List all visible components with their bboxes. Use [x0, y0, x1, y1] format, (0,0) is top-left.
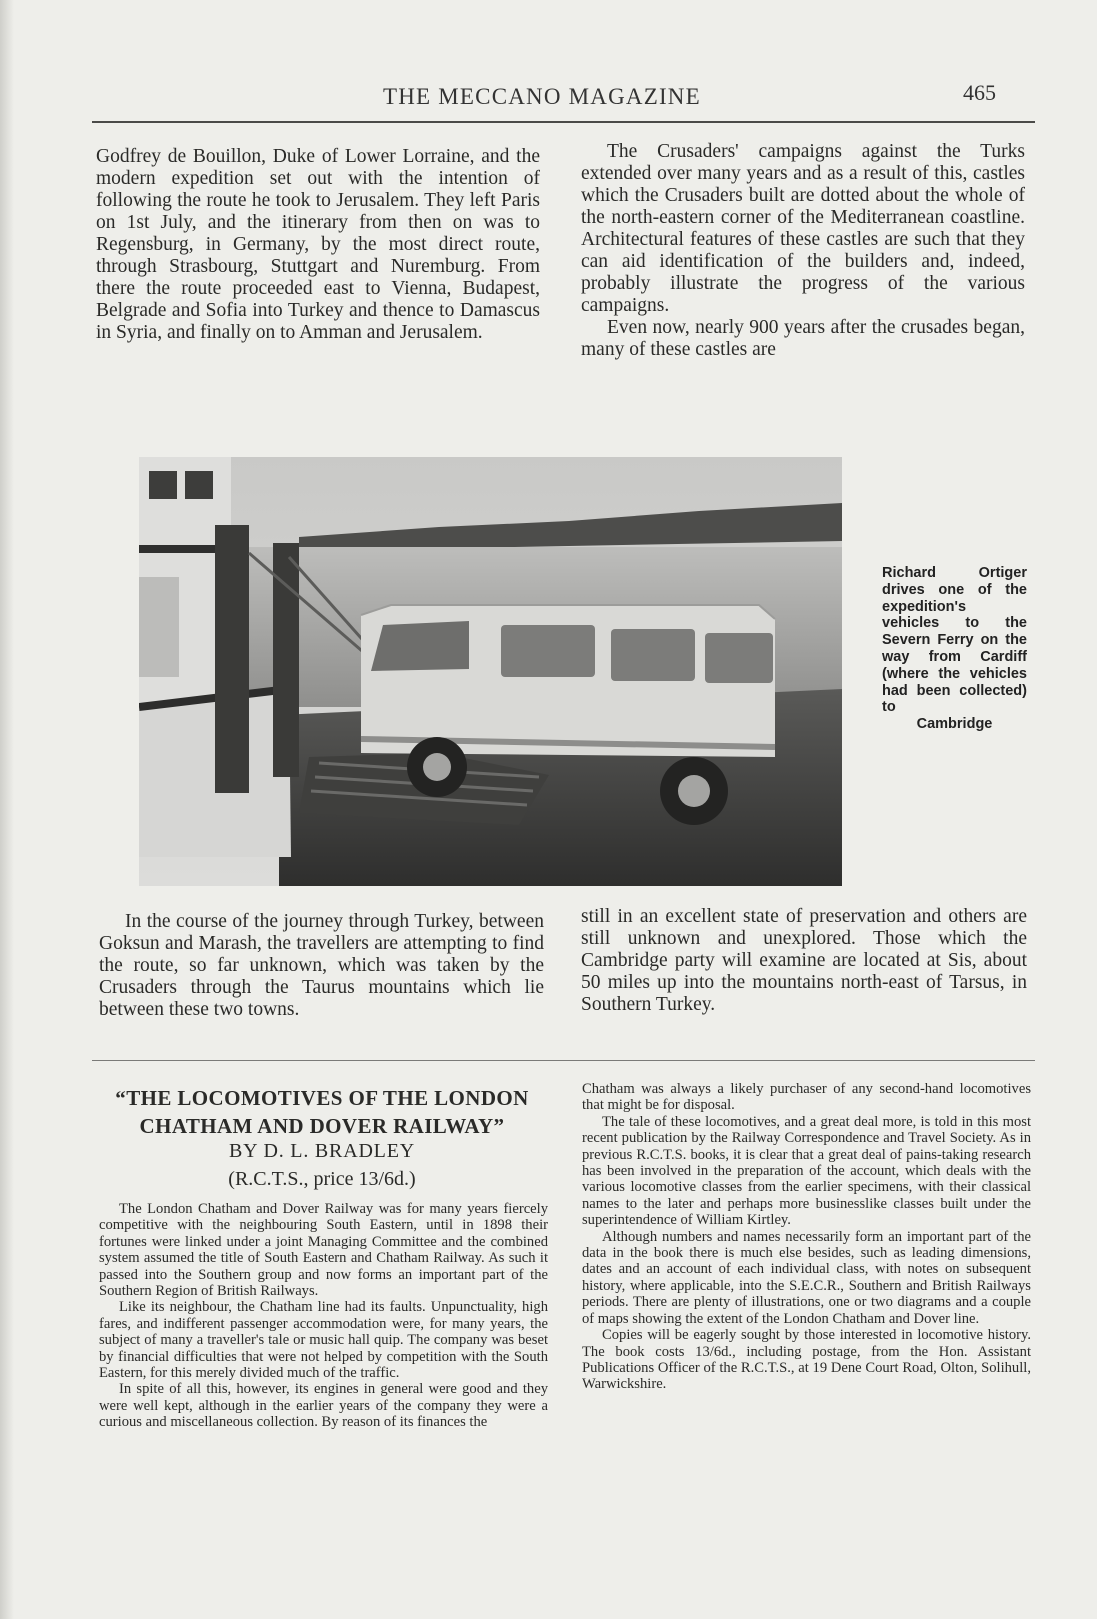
book-review-title — [96, 1084, 548, 1140]
review-column-right — [582, 1081, 1031, 1393]
article-paragraph: Godfrey de Bouillon, Duke of Lower Lorraine, and the modern expedition set out with the intention of following the route he took to Jerusalem. They left Paris on 1st July, and the itinerary from then on was to Regensburg, in Germany, by the most direct route, through Strasbourg, Stuttgart and Nuremburg. From there the route proceeded east to Vienna, Budapest, Belgrade and Sofia into Turkey and thence to Damascus in Syria, and finally on to Amman and Jerusalem. — [96, 146, 540, 343]
review-paragraph: In spite of all this, however, its engines in general were good and they were well kept, although in the earlier years of the company they were a curious and miscellaneous collection. By reason of its finances the — [99, 1381, 548, 1431]
article-column-top-left — [96, 146, 540, 344]
review-paragraph: Copies will be eagerly sought by those interested in locomotive history. The book costs 13/6d., including postage, from the Hon. Assistant Publications Officer of the R.C.T.S., at 19 Dene Court Road, Olton, Solihull, Warwickshire. — [582, 1327, 1031, 1393]
review-paragraph: The London Chatham and Dover Railway was for many years fiercely competitive with the neighbouring South Eastern, until in 1898 their fortunes were linked under a joint Managing Committee and the combined system assumed the title of South Eastern and Chatham Railway. As such it passed into the Southern group and now forms an important part of the Southern Region of British Railways. — [99, 1201, 548, 1300]
article-paragraph: In the course of the journey through Turkey, between Goksun and Marash, the travellers are attempting to find the route, so far unknown, which was taken by the Crusaders through the Taurus mountains which lie between these two towns. — [99, 911, 544, 1020]
review-paragraph: Chatham was always a likely purchaser of any second-hand locomotives that might be for disposal. — [582, 1081, 1031, 1114]
review-title-line-1: “THE LOCOMOTIVES OF THE LONDON — [115, 1086, 529, 1110]
article-paragraph: still in an excellent state of preservation and others are still unknown and unexplored. Those which the Cambridge party will examine are located at Sis, about 50 miles up into the mountains north-east of Tarsus, in Southern Turkey. — [581, 906, 1027, 1015]
photo-caption — [882, 565, 1027, 733]
review-author: BY D. L. BRADLEY — [229, 1140, 415, 1162]
review-paragraph: Although numbers and names necessarily form an important part of the data in the book there is much else besides, such as leading dimensions, dates and an account of each individual class, with notes on subsequent history, where applicable, into the S.E.C.R., Southern and British Railways periods. There are plenty of illustrations, one or two diagrams and a couple of maps showing the extent of the London Chatham and Dover line. — [582, 1228, 1031, 1327]
caption-last-line: Cambridge — [916, 716, 993, 733]
running-header: THE MECCANO MAGAZINE — [383, 84, 701, 109]
article-column-middle-left — [99, 911, 544, 1021]
review-paragraph: Like its neighbour, the Chatham line had its faults. Unpunctuality, high fares, and indifferent passenger accommodation were, for many years, the subject of many a traveller's tale or music hall quip. The company was beset by financial difficulties that were not helped by competition with the South Eastern, for this merely divided much of the traffic. — [99, 1299, 548, 1382]
page-binding-edge — [0, 0, 14, 1619]
review-price: (R.C.T.S., price 13/6d.) — [228, 1168, 416, 1190]
review-column-left — [99, 1201, 548, 1431]
ferry-photograph — [139, 457, 842, 886]
review-title-line-2: CHATHAM AND DOVER RAILWAY” — [139, 1114, 505, 1138]
section-divider — [92, 1060, 1035, 1061]
page-number: 465 — [963, 80, 996, 105]
article-column-top-right — [581, 141, 1025, 361]
review-paragraph: The tale of these locomotives, and a great deal more, is told in this most recent publication by the Railway Correspondence and Travel Society. As in previous R.C.T.S. books, it is clear that a great deal of pains-taking research has been involved in the preparation of the account, which deals with the various locomotive classes from the earlier specimens, with their classical names to the later and perhaps more businesslike classes built under the superintendence of William Kirtley. — [582, 1113, 1031, 1229]
article-paragraph: The Crusaders' campaigns against the Turks extended over many years and as a result of this, castles which the Crusaders built are dotted about the whole of the north-eastern corner of the Mediterranean coastline. Architectural features of these castles are such that they can aid identification of the builders and, indeed, probably illustrate the progress of the various campaigns. — [581, 141, 1025, 316]
caption-text: Richard Ortiger drives one of the expedition's vehicles to the Severn Ferry on the way from Cardiff (where the vehicles had been collected) to — [882, 565, 1027, 716]
photo-illustration — [139, 457, 842, 886]
article-column-middle-right — [581, 906, 1027, 1016]
article-paragraph: Even now, nearly 900 years after the crusades began, many of these castles are — [581, 317, 1025, 360]
header-rule — [92, 121, 1035, 123]
